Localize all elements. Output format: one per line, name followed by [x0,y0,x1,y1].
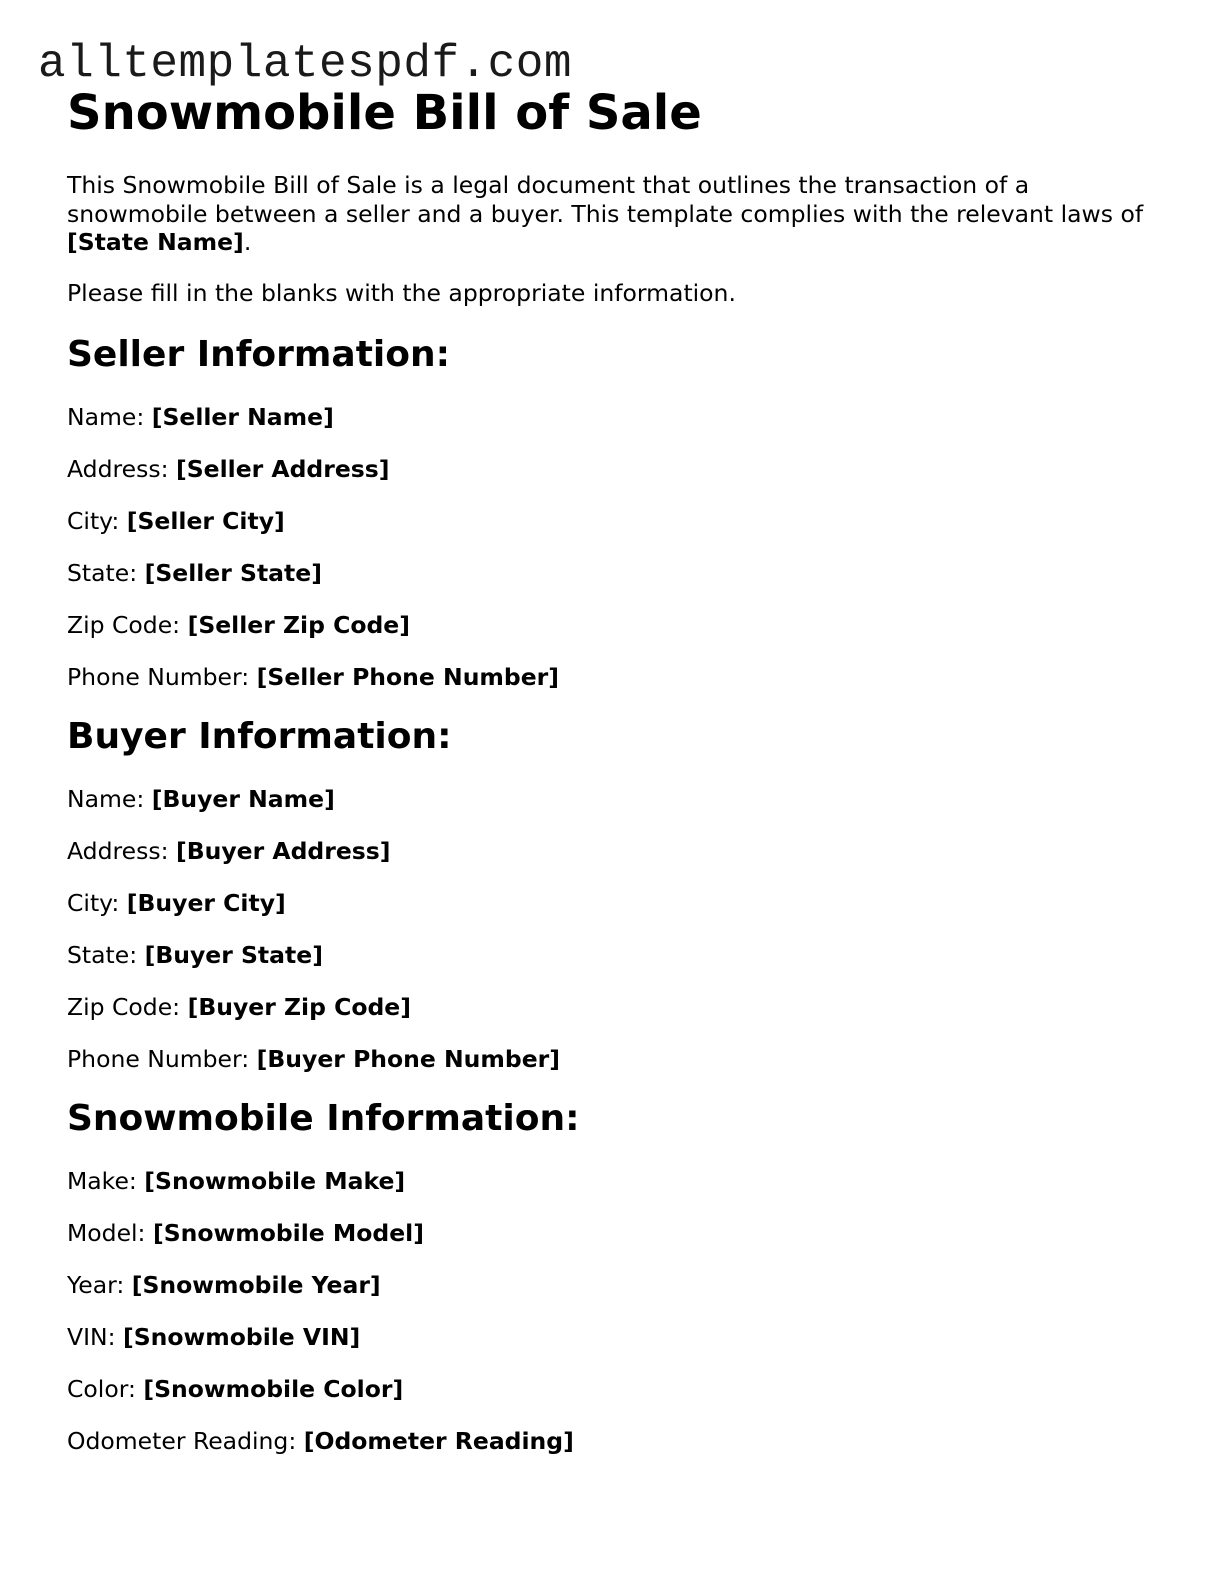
field-label: Name: [67,785,152,813]
snowmobile-model-field [67,1219,1147,1247]
field-label: Zip Code: [67,611,188,639]
buyer-state-field [67,941,1147,969]
snowmobile-odometer-field [67,1427,1147,1455]
state-name-placeholder: [State Name] [67,228,244,256]
field-value: [Odometer Reading] [303,1427,574,1455]
field-value: [Seller Zip Code] [187,611,410,639]
snowmobile-make-field [67,1167,1147,1195]
buyer-phone-field [67,1045,1147,1073]
field-value: [Seller Address] [175,455,390,483]
field-value: [Snowmobile Make] [144,1167,406,1195]
field-value: [Buyer Zip Code] [187,993,411,1021]
seller-address-field [67,455,1147,483]
field-value: [Seller Name] [151,403,334,431]
field-label: City: [67,507,127,535]
snowmobile-year-field [67,1271,1147,1299]
field-value: [Snowmobile Color] [143,1375,404,1403]
snowmobile-vin-field [67,1323,1147,1351]
field-value: [Seller Phone Number] [256,663,560,691]
field-value: [Snowmobile Model] [152,1219,424,1247]
seller-section [67,333,1147,691]
seller-phone-field [67,663,1147,691]
instructions: Please fill in the blanks with the appropriate information. [67,278,736,307]
field-value: [Buyer Address] [175,837,391,865]
buyer-section [67,715,1147,1073]
field-value: [Snowmobile Year] [131,1271,381,1299]
watermark: alltemplatespdf.com [38,38,572,90]
field-value: [Seller State] [144,559,322,587]
field-label: Odometer Reading: [67,1427,304,1455]
field-label: Phone Number: [67,1045,257,1073]
buyer-name-field [67,785,1147,813]
field-label: Name: [67,403,152,431]
field-value: [Snowmobile VIN] [122,1323,361,1351]
field-value: [Buyer City] [126,889,286,917]
document-body [67,84,1147,1479]
snowmobile-color-field [67,1375,1147,1403]
intro-paragraph [67,171,1147,257]
field-value: [Buyer Phone Number] [256,1045,560,1073]
field-value: [Buyer Name] [151,785,335,813]
field-label: State: [67,559,145,587]
field-label: Phone Number: [67,663,257,691]
snowmobile-section [67,1097,1147,1455]
field-label: City: [67,889,127,917]
field-label: Model: [67,1219,153,1247]
field-label: Make: [67,1167,145,1195]
buyer-heading: Buyer Information: [67,716,452,757]
field-value: [Buyer State] [144,941,323,969]
intro-end: . [243,228,252,256]
seller-state-field [67,559,1147,587]
field-label: Address: [67,455,176,483]
snowmobile-heading: Snowmobile Information: [67,1098,580,1139]
buyer-city-field [67,889,1147,917]
intro-text: This Snowmobile Bill of Sale is a legal document that outlines the transaction of a snowmobile between a seller and a buyer. This template complies with the relevant laws of [67,171,1144,228]
field-label: State: [67,941,145,969]
field-label: VIN: [67,1323,123,1351]
seller-city-field [67,507,1147,535]
document-title: Snowmobile Bill of Sale [67,85,702,141]
buyer-address-field [67,837,1147,865]
field-label: Year: [67,1271,132,1299]
seller-heading: Seller Information: [67,334,451,375]
seller-zip-field [67,611,1147,639]
field-label: Color: [67,1375,144,1403]
seller-name-field [67,403,1147,431]
field-value: [Seller City] [126,507,285,535]
field-label: Zip Code: [67,993,188,1021]
buyer-zip-field [67,993,1147,1021]
field-label: Address: [67,837,176,865]
